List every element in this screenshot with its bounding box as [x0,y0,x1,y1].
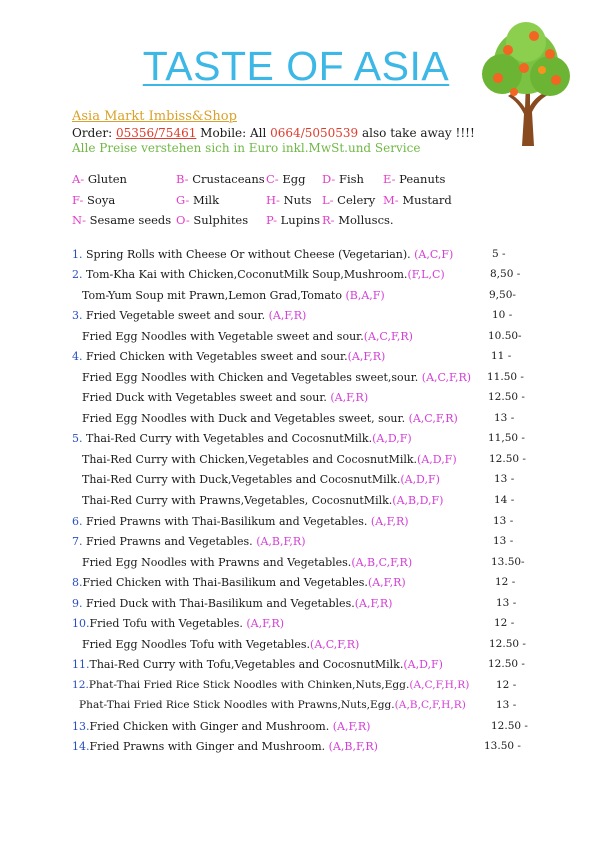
item-number: 7. [72,535,83,548]
item-price: 12.50 - [488,391,525,403]
item-price: 13 - [494,473,515,485]
item-number: 8. [72,576,83,589]
item-number: 6. [72,515,83,528]
allergen-code: M- [383,193,399,207]
item-allergens: (A,C,F) [414,248,454,261]
allergen-code: O- [176,213,190,227]
item-text: Fried Prawns and Vegetables. [82,535,257,548]
menu-item [82,289,385,302]
item-text: Phat-Thai Fried Rice Stick Noodles with Prawns,Nuts,Egg. [79,699,395,711]
item-number: 10. [72,617,90,630]
menu-item [79,699,466,711]
item-number: 1. [72,248,83,261]
menu-item [72,309,306,322]
allergen-name: Sesame seeds [85,213,172,227]
item-allergens: (A,F,R) [246,617,285,630]
allergen-item [266,213,320,227]
item-number: 2. [72,268,83,281]
item-text: Fried Vegetable sweet and sour. [82,309,269,322]
menu-item [72,350,385,363]
order-suffix: also take away !!!! [358,126,475,140]
allergen-code: H- [266,193,280,207]
item-text: Fried Egg Noodles with Vegetable sweet and sour. [82,330,364,343]
phone-number: 05356/75461 [115,126,197,140]
item-price: 5 - [492,248,506,260]
menu-item [82,494,443,507]
allergen-item [383,193,452,207]
item-price: 13 - [493,515,514,527]
menu-item [82,391,368,404]
item-price: 13 - [496,597,517,609]
item-text: Tom-Yum Soup mit Prawn,Lemon Grad,Tomato [82,289,346,302]
prices-note: Alle Preise verstehen sich in Euro inkl.MwSt.und Service [72,141,421,155]
item-price: 12 - [494,617,515,629]
item-number: 3. [72,309,83,322]
item-price: 8,50 - [490,268,521,280]
item-number: 12. [72,679,89,691]
allergen-name: Gluten [84,172,127,186]
order-prefix: Order: [72,126,116,140]
allergen-item [176,213,248,227]
item-allergens: (A,B,D,F) [392,494,444,507]
item-text: Fried Chicken with Ginger and Mushroom. [89,720,333,733]
item-allergens: (A,D,F) [400,473,440,486]
item-allergens: (A,F,R) [268,309,307,322]
item-allergens: (A,F,R) [367,576,406,589]
item-allergens: (A,F,R) [354,597,393,610]
item-price: 11 - [491,350,512,362]
allergen-name: Lupins [277,213,321,227]
menu-item [72,597,392,610]
item-text: Phat-Thai Fried Rice Stick Noodles with Chinken,Nuts,Egg. [88,679,410,691]
allergen-code: D- [322,172,336,186]
menu-item [82,330,413,343]
item-text: Fried Duck with Vegetables sweet and sour. [82,391,331,404]
item-price: 12.50 - [488,658,525,670]
item-price: 13 - [496,699,517,711]
item-price: 10 - [492,309,513,321]
allergen-item [322,213,394,227]
allergen-name: Celery [333,193,376,207]
item-text: Thai-Red Curry with Duck,Vegetables and CocosnutMilk. [82,473,401,486]
allergen-item [72,193,115,207]
allergen-code: F- [72,193,84,207]
menu-item [72,515,409,528]
item-price: 12 - [495,576,516,588]
allergen-name: Milk [189,193,220,207]
allergen-name: Egg [278,172,306,186]
menu-item [72,576,406,589]
item-text: Fried Prawns with Thai-Basilikum and Vegetables. [82,515,371,528]
item-text: Thai-Red Curry with Vegetables and CocosnutMilk. [82,432,373,445]
allergen-item [72,172,127,186]
item-allergens: (A,B,F,R) [256,535,306,548]
item-price: 14 - [494,494,515,506]
allergen-code: E- [383,172,396,186]
item-allergens: (A,F,R) [370,515,409,528]
item-allergens: (A,B,F,R) [328,740,378,753]
allergen-code: G- [176,193,190,207]
order-line [72,126,475,140]
allergen-item [322,172,364,186]
allergen-item [176,193,219,207]
menu-item [72,617,284,630]
allergen-code: B- [176,172,189,186]
allergen-code: N- [72,213,86,227]
item-text: Fried Egg Noodles with Duck and Vegetables sweet, sour. [82,412,409,425]
item-price: 13.50 - [484,740,521,752]
item-price: 12.50 - [489,638,526,650]
item-text: Fried Prawns with Ginger and Mushroom. [89,740,329,753]
item-text: Fried Chicken with Vegetables sweet and sour. [82,350,348,363]
item-price: 12.50 - [491,720,528,732]
item-allergens: (A,C,F,R) [363,330,413,343]
item-price: 10.50- [488,330,522,342]
allergen-item [266,172,305,186]
page-title: TASTE OF ASIA [142,43,450,89]
allergen-name: Sulphites [189,213,249,227]
menu-item [82,556,412,569]
allergen-item [72,213,171,227]
item-price: 12.50 - [489,453,526,465]
menu-item [82,412,458,425]
item-text: Fried Tofu with Vegetables. [89,617,247,630]
allergen-name: Fish [335,172,364,186]
item-price: 9,50- [489,289,516,301]
menu-item [72,658,443,671]
item-allergens: (A,D,F) [417,453,457,466]
item-allergens: (A,C,F,R) [310,638,360,651]
item-text: Fried Egg Noodles with Prawns and Vegetables. [82,556,352,569]
tree-icon [478,22,574,146]
item-price: 12 - [496,679,517,691]
item-text: Fried Chicken with Thai-Basilikum and Vegetables. [82,576,368,589]
item-text: Fried Duck with Thai-Basilikum and Vegetables. [82,597,355,610]
menu-item [82,453,457,466]
item-number: 9. [72,597,83,610]
allergen-name: Nuts [279,193,312,207]
order-middle: Mobile: All [196,126,271,140]
allergen-name: Crustaceans [188,172,265,186]
menu-item [72,535,306,548]
item-price: 11.50 - [487,371,524,383]
menu-item [72,432,412,445]
item-text: Tom-Kha Kai with Chicken,CoconutMilk Soup,Mushroom. [82,268,408,281]
menu-item [72,679,469,691]
menu-item [82,371,471,384]
allergen-code: C- [266,172,279,186]
menu-item [72,248,453,261]
menu-item [82,473,440,486]
menu-item [82,638,359,651]
allergen-item [176,172,265,186]
item-text: Thai-Red Curry with Chicken,Vegetables and CocosnutMilk. [82,453,418,466]
item-allergens: (A,D,F) [372,432,412,445]
item-allergens: (A,C,F,R) [421,371,472,384]
menu-item [72,740,378,753]
item-text: Thai-Red Curry with Tofu,Vegetables and CocosnutMilk. [89,658,404,671]
allergen-name: Molluscs. [334,213,394,227]
item-number: 13. [72,720,90,733]
shop-name: Asia Markt Imbiss&Shop [72,109,237,124]
item-allergens: (A,B,C,F,R) [351,556,413,569]
item-allergens: (A,C,F,H,R) [409,679,470,691]
allergen-code: P- [266,213,277,227]
allergen-code: A- [72,172,85,186]
item-allergens: (B,A,F) [345,289,385,302]
item-price: 11,50 - [488,432,525,444]
item-allergens: (F,L,C) [407,268,445,281]
item-text: Spring Rolls with Cheese Or without Cheese (Vegetarian). [82,248,415,261]
item-text: Fried Egg Noodles Tofu with Vegetables. [82,638,311,651]
item-allergens: (A,F,R) [330,391,369,404]
item-price: 13 - [493,535,514,547]
item-allergens: (A,F,R) [332,720,371,733]
allergen-code: R- [322,213,335,227]
item-number: 5. [72,432,83,445]
item-number: 11. [72,658,90,671]
item-text: Fried Egg Noodles with Chicken and Vegetables sweet,sour. [82,371,422,384]
item-number: 14. [72,740,90,753]
item-number: 4. [72,350,83,363]
allergen-name: Peanuts [395,172,446,186]
allergen-item [266,193,312,207]
allergen-code: L- [322,193,334,207]
menu-item [72,720,370,733]
item-price: 13.50- [491,556,525,568]
item-allergens: (A,F,R) [347,350,386,363]
item-text: Thai-Red Curry with Prawns,Vegetables, CocosnutMilk. [82,494,393,507]
menu-item [72,268,445,281]
item-allergens: (A,B,C,F,H,R) [394,699,466,711]
item-allergens: (A,C,F,R) [408,412,458,425]
mobile-number: 0664/5050539 [270,126,359,140]
allergen-name: Mustard [398,193,452,207]
allergen-item [383,172,445,186]
item-price: 13 - [494,412,515,424]
allergen-name: Soya [83,193,116,207]
allergen-item [322,193,375,207]
item-allergens: (A,D,F) [403,658,443,671]
